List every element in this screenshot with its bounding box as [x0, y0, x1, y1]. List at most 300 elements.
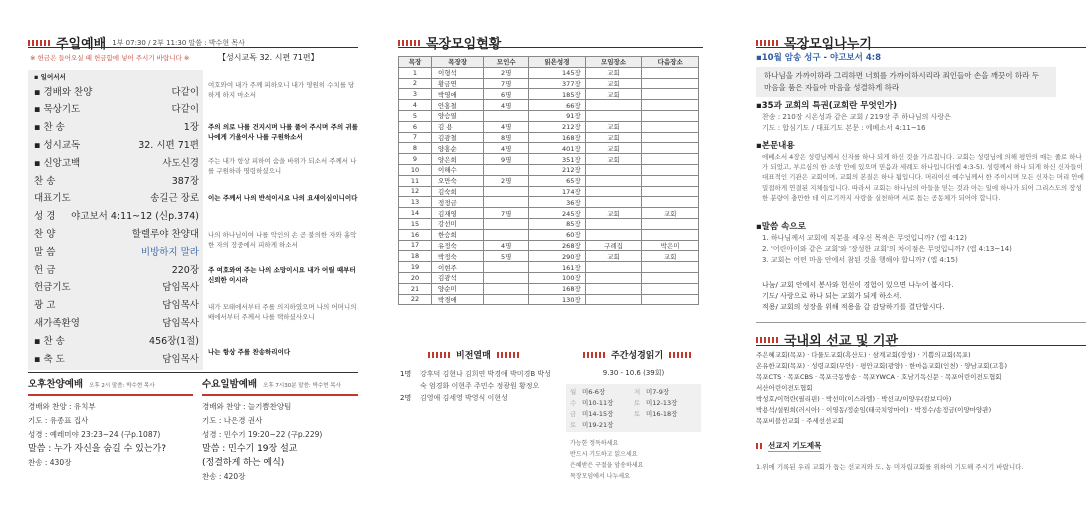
apply-title: ▪말씀 속으로 [756, 222, 806, 232]
table-cell [484, 197, 529, 208]
table-cell [642, 67, 699, 78]
table-cell: 유정숙 [432, 240, 484, 251]
table-cell: 212장 [529, 164, 586, 175]
table-cell: 377장 [529, 78, 586, 89]
table-cell [585, 262, 642, 273]
table-row [399, 229, 699, 240]
bible-reading: 미16-18장 [646, 410, 678, 418]
body-text: 에베소서 4장은 성령님께서 신자를 하나 되게 하신 것을 가르칩니다. 교회는 성령님에 의해 평안의 매는 줄로 하나가 되었고, 부르심의 한 소망 안에 있으며 믿음과 세례도 하나입니다(엡 4:3-5). 성령께서 하나 되게 하신 신자들이 대표적인 기관은 교회이며, 교회의 본질은 하나 됨입니다. 머리이신 예수님께서 한 주이시며 모든 신자는 머리 안에 밀접하게 연결된 지체들입니다. 따라서 교회는 하나님의 아들을 믿는 것과 아는 일에 하나가 되어 그리스도의 장성한 분량이 충만한 데 이르기까지 사랑을 실천하며 서로 돕는 공동체가 되어야 합니다. [762, 153, 1084, 202]
worship-order-value: 할렐루야 찬양대 [131, 228, 199, 240]
closing-line: 나눔/ 교회 안에서 봉사와 헌신이 경험이 있으면 나누어 봅시다. [762, 281, 954, 289]
wednesday-service [202, 378, 358, 484]
lesson-line: 기도 : 합심기도 / 대표기도 본문 : 에베소서 4:11~16 [762, 124, 926, 132]
table-cell: 이형석 [432, 67, 484, 78]
table-cell: 교회 [585, 208, 642, 219]
table-cell [484, 218, 529, 229]
wednesday-line: 기도 : 나은경 권사 [202, 416, 263, 425]
table-row [399, 100, 699, 111]
table-cell: 401장 [529, 143, 586, 154]
worship-order-value: 다같이 [171, 104, 199, 116]
worship-order-value: 1장 [183, 122, 199, 134]
table-cell: 4 [399, 100, 432, 111]
table-cell [642, 283, 699, 294]
table-cell [484, 186, 529, 197]
reading-line: 내가 모태에서부터 주를 의지하였으며 나의 어머니의 배에서부터 주께서 나를 택하셨사오니 [208, 303, 357, 321]
table-cell [642, 294, 699, 305]
worship-order-label [34, 137, 80, 151]
table-cell [642, 164, 699, 175]
table-cell: 양홍순 [432, 143, 484, 154]
sharing-header [756, 33, 872, 52]
table-cell: 145장 [529, 67, 586, 78]
afternoon-subtitle: 오후 2시 말씀: 박수현 목사 [89, 383, 155, 389]
header-bars-icon [756, 337, 778, 343]
table-cell [642, 132, 699, 143]
table-cell [585, 294, 642, 305]
afternoon-line: 기도 : 유종표 집사 [28, 416, 89, 425]
table-cell [642, 89, 699, 100]
table-cell: 박은미 [642, 240, 699, 251]
table-row [399, 186, 699, 197]
worship-order-row [34, 278, 199, 295]
apply-question: 3. 교회는 어떤 마음 안에서 참된 것을 행해야 합니까? (엡 4:15) [762, 256, 958, 264]
afternoon-line: 경배와 찬양 : 유치부 [28, 402, 96, 411]
missions-line: 목포비블선교회 · 주세선선교회 [756, 417, 844, 425]
table-cell: 91장 [529, 110, 586, 121]
table-cell [585, 164, 642, 175]
worship-order-label-text: 성시교독 [43, 139, 81, 151]
afternoon-service [28, 378, 193, 470]
bible-title: 주간성경읽기 [611, 351, 664, 361]
worship-order-value: 담임목사 [162, 282, 199, 294]
table-cell [484, 294, 529, 305]
table-row [399, 208, 699, 219]
table-cell: 16 [399, 229, 432, 240]
table-cell: 18 [399, 251, 432, 262]
worship-order-label [34, 190, 71, 204]
table-cell: 9명 [484, 154, 529, 165]
worship-order-row [34, 242, 199, 259]
worship-order-row [34, 296, 199, 313]
table-cell [642, 121, 699, 132]
table-cell: 강선미 [432, 218, 484, 229]
table-cell [642, 229, 699, 240]
bible-day: 금 [570, 410, 577, 418]
table-row [399, 110, 699, 121]
table-cell [642, 262, 699, 273]
header-bars-icon [669, 352, 691, 358]
worship-order-row [34, 313, 199, 330]
closing-line: 기도/ 사랑으로 하나 되는 교회가 되게 하소서. [762, 292, 902, 300]
worship-order-label [34, 297, 55, 311]
table-cell: 14 [399, 208, 432, 219]
worship-order-value: 담임목사 [162, 300, 199, 312]
table-cell: 김광철 [432, 132, 484, 143]
table-header: 읽은성경 [529, 57, 586, 68]
prayer-count: 2명 [400, 394, 412, 402]
worship-order-value: 32. 시편 71편 [138, 139, 199, 151]
table-cell: 168장 [529, 132, 586, 143]
worship-order-label [34, 262, 55, 276]
bullet-icon: ▪ [34, 157, 44, 169]
table-cell: 이현주 [432, 262, 484, 273]
table-cell: 168장 [529, 283, 586, 294]
table-cell: 교회 [585, 132, 642, 143]
worship-order-label [34, 119, 65, 133]
groups-title: 목장모임현황 [426, 37, 502, 52]
worship-order [28, 70, 203, 370]
table-row [399, 262, 699, 273]
worship-order-value: 담임목사 [162, 317, 199, 329]
table-row [399, 251, 699, 262]
table-cell [484, 229, 529, 240]
worship-order-value: 송길근 장로 [150, 193, 199, 205]
table-cell: 6 [399, 121, 432, 132]
bible-day: 수 [570, 399, 577, 407]
table-cell: 3 [399, 89, 432, 100]
worship-order-value: 220장 [171, 264, 199, 276]
table-cell: 김숙희 [432, 186, 484, 197]
header-bars-icon [428, 352, 450, 358]
table-cell: 20 [399, 272, 432, 283]
worship-order-label [34, 351, 65, 365]
worship-order-label-text: 광 고 [34, 300, 56, 312]
bible-header [583, 348, 691, 361]
header-bars-icon [497, 352, 519, 358]
table-cell: 김 용 [432, 121, 484, 132]
table-cell: 4명 [484, 240, 529, 251]
bible-reading: 미10-11장 [582, 399, 614, 407]
header-bars-icon [756, 40, 778, 46]
table-cell [585, 218, 642, 229]
worship-order-label-text: 묵상기도 [43, 104, 81, 116]
bible-guide-line: 은혜받은 구절을 암송하세요 [570, 462, 644, 469]
table-cell: 66장 [529, 100, 586, 111]
worship-order-label [34, 315, 80, 329]
afternoon-title: 오후찬양예배 [28, 379, 84, 390]
sharing-title: 목장모임나누기 [784, 37, 872, 52]
table-cell: 161장 [529, 262, 586, 273]
bible-reading: 미6-6장 [582, 388, 606, 396]
prayer-header [428, 348, 519, 361]
table-cell: 박영애 [432, 89, 484, 100]
worship-order-label-text: 헌 금 [34, 264, 56, 276]
wednesday-line: 경배와 찬양 : 늘기쁨찬양팀 [202, 402, 292, 411]
bible-day: 토 [634, 410, 641, 418]
table-cell [642, 272, 699, 283]
header-bars-icon [398, 40, 420, 46]
table-cell: 5 [399, 110, 432, 121]
prayer-names: 강후덕 김현나 김희연 박경애 박미경B 박성숙 엄경화 이현주 주민수 정광원 황정오 [420, 370, 551, 390]
table-cell: 7 [399, 132, 432, 143]
table-cell [642, 110, 699, 121]
wednesday-subtitle: 오후 7시30분 말씀: 박수현 목사 [263, 383, 341, 389]
worship-order-label-text: 찬 송 [34, 175, 56, 187]
worship-order-label-text: 경배와 찬양 [43, 86, 93, 98]
afternoon-line: 성경 : 예레미야 23:23~24 (구p.1087) [28, 430, 161, 439]
groups-panel [378, 0, 723, 516]
table-cell [642, 175, 699, 186]
prayer-count: 1명 [400, 370, 412, 378]
worship-order-label-text: 축 도 [43, 353, 65, 365]
table-cell: 김재영 [432, 208, 484, 219]
table-header: 모인수 [484, 57, 529, 68]
worship-order-value: 387장 [171, 175, 199, 187]
bullet-icon: ▪ [34, 353, 44, 365]
worship-order-row [34, 153, 199, 170]
wednesday-title: 수요일밤예배 [202, 379, 258, 390]
lesson-title: ▪35과 교회의 특권(교회란 무엇인가) [756, 101, 897, 111]
worship-order-label-text: 대표기도 [34, 193, 71, 205]
reading-title: 【성시교독 32. 시편 71편】 [218, 53, 319, 62]
table-cell [642, 100, 699, 111]
bible-day: 토 [570, 421, 577, 429]
worship-order-label-text: 말 씀 [34, 246, 56, 258]
table-cell: 7명 [484, 78, 529, 89]
table-cell: 김광석 [432, 272, 484, 283]
missions-header [756, 330, 898, 349]
table-row [399, 121, 699, 132]
table-header: 목장 [399, 57, 432, 68]
table-cell: 교회 [585, 251, 642, 262]
afternoon-line: 말씀 : 누가 자신을 숨길 수 있는가? [28, 444, 166, 454]
worship-header [28, 33, 245, 52]
table-row [399, 78, 699, 89]
table-cell: 65장 [529, 175, 586, 186]
table-cell: 6명 [484, 89, 529, 100]
header-bars-icon [28, 40, 50, 46]
table-cell: 정정금 [432, 197, 484, 208]
table-cell [585, 186, 642, 197]
header-bars-icon [583, 352, 605, 358]
table-cell: 351장 [529, 154, 586, 165]
reading-line: 나의 하나님이여 나를 악인의 손 곧 불의한 자와 흉악한 자의 장중에서 피하게 하소서 [208, 231, 357, 249]
worship-order-row [34, 100, 199, 117]
groups-table [398, 56, 699, 305]
worship-order-value: 담임목사 [162, 353, 199, 365]
bible-range: 9.30 - 10.6 (39회) [602, 369, 665, 377]
table-cell: 7명 [484, 208, 529, 219]
table-cell: 36장 [529, 197, 586, 208]
table-cell [585, 100, 642, 111]
worship-order-row [34, 82, 199, 99]
table-cell: 박정숙 [432, 251, 484, 262]
bible-reading: 미12-13장 [646, 399, 678, 407]
worship-order-label [34, 208, 55, 222]
wednesday-line: 말씀 : 민수기 19장 설교 [202, 444, 298, 454]
table-cell: 10 [399, 164, 432, 175]
worship-order-value: 456장(1절) [149, 335, 199, 347]
missions-line: 주은혜교회(목포) · 다물도교회(흑산도) · 삼계교회(장성) · 기쁨의교회(목포) [756, 351, 971, 359]
worship-order-label-text: 찬 송 [43, 122, 65, 134]
table-cell: 245장 [529, 208, 586, 219]
table-cell: 4명 [484, 121, 529, 132]
bible-day-row [570, 386, 697, 397]
table-row [399, 67, 699, 78]
bible-day-row [570, 397, 697, 408]
table-cell: 22 [399, 294, 432, 305]
worship-order-row [34, 349, 199, 366]
worship-subtitle: 1부 07:30 / 2부 11:30 말씀 : 박수현 목사 [112, 38, 245, 47]
worship-order-value: 비방하지 말라 [140, 246, 199, 258]
afternoon-line: 찬송 : 430장 [28, 458, 72, 467]
worship-order-label [34, 226, 55, 240]
table-cell: 12 [399, 186, 432, 197]
table-cell [484, 262, 529, 273]
bible-day: 토 [634, 399, 641, 407]
reading-line: 주의 의로 나를 건지시며 나를 풀어 주시며 주의 귀를 나에게 기울이사 나를 구원하소서 [208, 123, 358, 141]
bible-guide-line: 반드시 기도하고 읽으세요 [570, 451, 638, 458]
worship-order-value: 사도신경 [162, 157, 199, 169]
reading-line: 여호와여 내가 주께 피하오니 내가 영원히 수치를 당하게 하지 마소서 [208, 81, 355, 99]
worship-order-row [34, 331, 199, 348]
prayer-row [400, 368, 555, 392]
bullet-icon: ▪ [34, 104, 44, 116]
table-row [399, 89, 699, 100]
table-row [399, 132, 699, 143]
bible-day: 저 [634, 388, 641, 396]
worship-order-label-text: 헌금기도 [34, 282, 71, 294]
table-cell: 130장 [529, 294, 586, 305]
table-cell: 4명 [484, 100, 529, 111]
lesson-line: 찬송 : 210장 시온성과 같은 교회 / 219장 주 하나님의 사랑은 [762, 113, 951, 121]
offering-notice: ※ 헌금은 들어오실 때 헌금함에 넣어 주시기 바랍니다 ※ [30, 54, 190, 62]
missions-line: 목포CTS · 목포CBS · 목포극동방송 · 목포YWCA · 호남기독신문 · 목포어린이전도협회 [756, 373, 1002, 381]
worship-order-row [34, 171, 199, 188]
table-cell [642, 78, 699, 89]
worship-panel [0, 0, 360, 516]
table-cell: 교회 [642, 251, 699, 262]
prayer-names: 김영애 김세영 박영식 이현성 [420, 394, 508, 402]
table-row [399, 143, 699, 154]
table-cell [484, 272, 529, 283]
table-cell: 185장 [529, 89, 586, 100]
table-cell: 9 [399, 154, 432, 165]
table-cell: 황금연 [432, 78, 484, 89]
reading-line: 주는 내가 항상 피하여 숨을 바위가 되소서 주께서 나를 구원하라 명령하셨으니 [208, 157, 357, 175]
bible-guide-line: 가능한 정독하세요 [570, 440, 619, 447]
wednesday-line: (정결하게 하는 예식) [202, 458, 285, 468]
table-row [399, 272, 699, 283]
table-row [399, 154, 699, 165]
worship-order-label-text: 새가족환영 [34, 317, 80, 329]
wednesday-line: 찬송 : 420장 [202, 472, 246, 481]
table-cell: 17 [399, 240, 432, 251]
worship-order-label [34, 279, 71, 293]
table-cell [484, 110, 529, 121]
table-row [399, 283, 699, 294]
groups-header [398, 33, 501, 52]
table-cell: 2명 [484, 67, 529, 78]
table-cell [642, 154, 699, 165]
table-cell: 오만숙 [432, 175, 484, 186]
worship-order-value: 야고보서 4:11~12 (신p.374) [71, 211, 199, 223]
reading-line: 주 여호와여 주는 나의 소망이시요 내가 어릴 때부터 신뢰한 이시라 [208, 266, 356, 284]
reading-line: 이는 주께서 나의 반석이시요 나의 요새이심이니이다 [208, 194, 358, 202]
prayer-list [400, 368, 555, 404]
table-cell: 박경애 [432, 294, 484, 305]
bullet-icon: ▪ [34, 335, 44, 347]
table-cell [585, 283, 642, 294]
missions-line: 박성호/이혁란(필리핀) · 박선미(이스라엘) · 박선교/이양우(캄보디아) [756, 395, 952, 403]
bullet-icon: ▪ [34, 122, 44, 134]
table-cell: 양승열 [432, 110, 484, 121]
table-cell: 11 [399, 175, 432, 186]
worship-order-label [34, 155, 80, 169]
table-cell: 100장 [529, 272, 586, 283]
worship-order-value: 다같이 [171, 86, 199, 98]
table-cell [642, 143, 699, 154]
worship-order-label-text: 신앙고백 [43, 157, 81, 169]
table-cell: 85장 [529, 218, 586, 229]
worship-order-label-text: 찬 송 [43, 335, 65, 347]
table-cell [642, 197, 699, 208]
memory-verse: 하나님을 가까이하라 그리하면 너희를 가까이하시리라 죄인들아 손을 깨끗이 하라 두 마음을 품은 자들아 마음을 성결하게 하라 [756, 67, 1056, 97]
table-cell: 60장 [529, 229, 586, 240]
table-cell: 1 [399, 67, 432, 78]
table-cell [585, 197, 642, 208]
worship-order-label [34, 333, 65, 347]
sharing-panel [738, 0, 1091, 516]
header-bars-icon [756, 443, 762, 449]
table-cell: 한승희 [432, 229, 484, 240]
worship-order-row [34, 118, 199, 135]
table-cell: 교회 [585, 78, 642, 89]
worship-order-label [34, 101, 80, 115]
bible-schedule [566, 368, 701, 482]
table-cell [642, 186, 699, 197]
bible-reading: 미14-15장 [582, 410, 614, 418]
missions-title: 국내외 선교 및 기관 [784, 334, 899, 349]
table-cell: 교회 [585, 143, 642, 154]
table-header: 모임장소 [585, 57, 642, 68]
missions-line: 서산어린이전도협회 [756, 384, 813, 392]
bible-day-row [570, 408, 697, 419]
table-cell [585, 272, 642, 283]
worship-order-row [34, 189, 199, 206]
missions-line: 온유한교회(목포) · 성령교회(무안) · 평안교회(광양) · 한마음교회(인천) · 양남교회(고흥) [756, 362, 1008, 370]
table-header: 목장장 [432, 57, 484, 68]
bible-day-row [570, 419, 697, 430]
table-cell: 교회 [585, 121, 642, 132]
worship-order-label [34, 173, 55, 187]
table-cell: 13 [399, 197, 432, 208]
table-cell: 2 [399, 78, 432, 89]
table-cell [585, 175, 642, 186]
apply-question: 2. '어린아이와 같은 교회'와 '장성한 교회'의 차이점은 무엇입니까? (엡 4:13~14) [762, 245, 1012, 253]
table-cell: 이해수 [432, 164, 484, 175]
table-cell: 교회 [585, 67, 642, 78]
wednesday-line: 성경 : 민수기 19:20~22 (구p.229) [202, 430, 323, 439]
worship-order-row [34, 135, 199, 152]
reading-line: 나는 항상 주를 찬송하리이다 [208, 348, 291, 356]
table-row [399, 175, 699, 186]
table-cell: 4명 [484, 143, 529, 154]
table-cell: 5명 [484, 251, 529, 262]
prayer-title: 비전열매 [456, 351, 491, 361]
table-row [399, 218, 699, 229]
mission-prayer-title: 선교지 기도제목 [768, 441, 822, 450]
table-cell [642, 218, 699, 229]
worship-order-row [34, 207, 199, 224]
worship-order-label-text: 찬 양 [34, 228, 56, 240]
verse-title: ▪10월 암송 성구 - 야고보서 4:8 [756, 53, 882, 63]
table-row [399, 294, 699, 305]
bullet-icon: ▪ [34, 86, 44, 98]
table-row [399, 240, 699, 251]
table-cell: 양순미 [432, 283, 484, 294]
apply-question: 1. 하나님께서 교회에 직분을 세우신 목적은 무엇입니까? (엡 4:12) [762, 234, 967, 242]
